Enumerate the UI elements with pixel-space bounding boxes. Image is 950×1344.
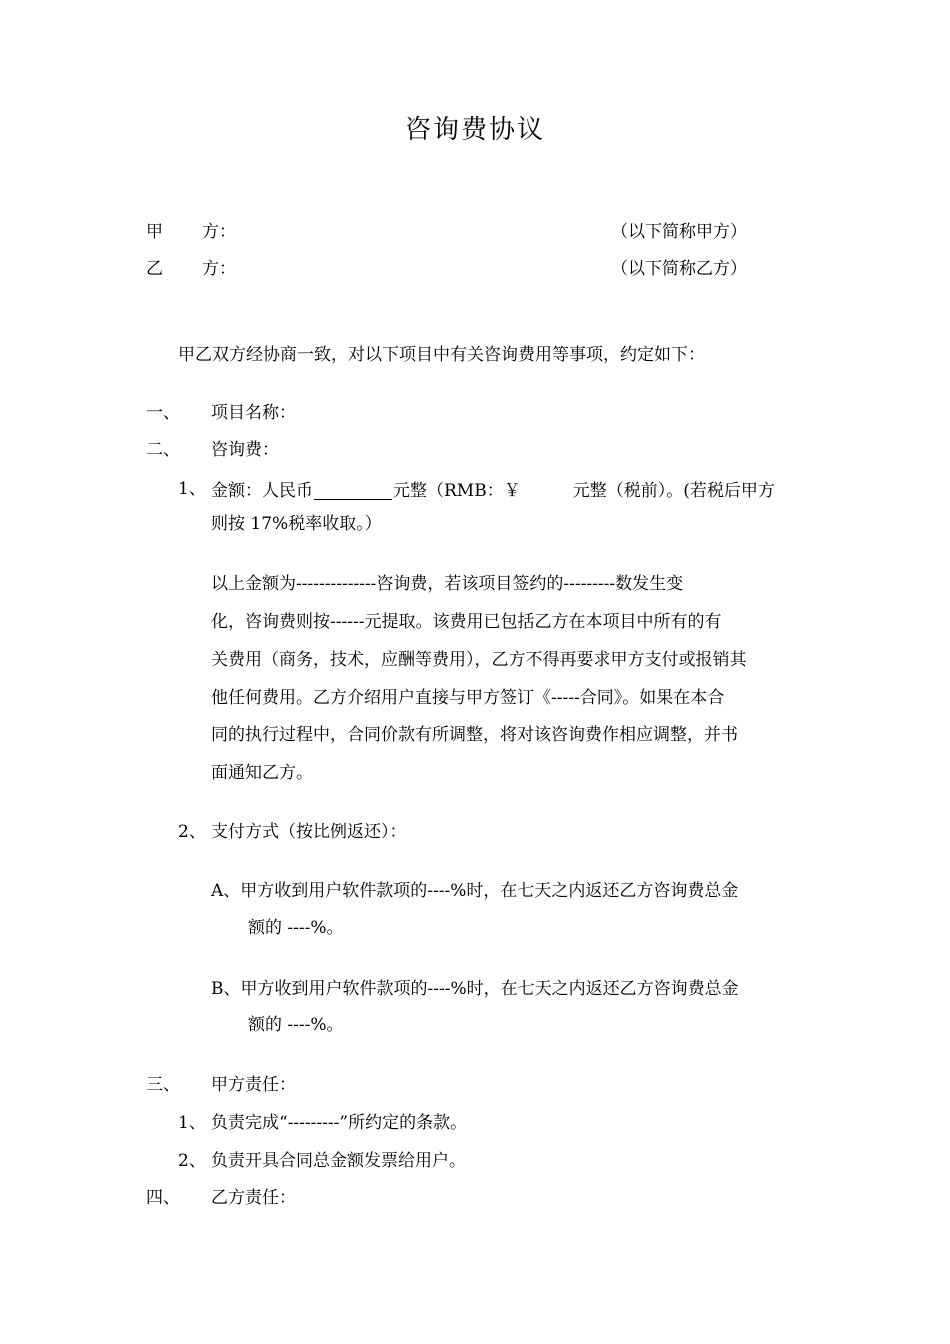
item-2-1-number: 1、: [178, 479, 206, 499]
paragraph-line: 化，咨询费则按------元提取。该费用已包括乙方在本项目中所有的有: [211, 612, 722, 632]
paragraph-line: 面通知乙方。: [211, 763, 313, 783]
payment-clause-a-line2: 额的 ----%。: [248, 918, 344, 938]
amount-tax-note: 元整（税前）。(若税后甲方: [572, 481, 775, 501]
amount-line: [211, 481, 775, 500]
tax-rate-line: 则按 17%税率收取。）: [211, 514, 382, 534]
amount-rmb-label: 元整（RMB：￥: [393, 481, 521, 501]
item-3-2-text: 负责开具合同总金额发票给用户。: [211, 1151, 466, 1171]
section-3-number: 三、: [146, 1075, 180, 1095]
payment-clause-b-line1: B、甲方收到用户软件款项的----%时，在七天之内返还乙方咨询费总金: [211, 979, 739, 999]
paragraph-line: 关费用（商务，技术，应酬等费用），乙方不得再要求甲方支付或报销其: [211, 650, 747, 670]
payment-clause-a-line1: A、甲方收到用户软件款项的----%时，在七天之内返还乙方咨询费总金: [211, 881, 739, 901]
party-a-suffix: 方：: [202, 222, 236, 242]
section-4-title: 乙方责任：: [211, 1188, 296, 1208]
amount-label: 金额：人民币: [211, 481, 313, 501]
section-2-number: 二、: [146, 440, 180, 460]
paragraph-line: 同的执行过程中，合同价款有所调整，将对该咨询费作相应调整，并书: [211, 725, 738, 745]
party-a-label: 甲: [146, 222, 163, 242]
amount-blank-underline: [314, 481, 392, 500]
section-1-number: 一、: [146, 403, 180, 423]
item-3-1-text: 负责完成“---------”所约定的条款。: [211, 1113, 468, 1133]
page-title: 咨询费协议: [404, 115, 545, 145]
item-3-1-number: 1、: [178, 1113, 206, 1133]
section-1-title: 项目名称：: [211, 403, 296, 423]
party-a-note: （以下简称甲方）: [611, 222, 747, 242]
party-b-suffix: 方：: [202, 259, 236, 279]
party-b-label: 乙: [146, 259, 163, 279]
section-4-number: 四、: [146, 1188, 180, 1208]
payment-method-title: 支付方式（按比例返还）：: [211, 822, 407, 842]
section-3-title: 甲方责任：: [211, 1075, 296, 1095]
intro-paragraph: 甲乙双方经协商一致，对以下项目中有关咨询费用等事项，约定如下：: [178, 345, 705, 365]
item-2-2-number: 2、: [178, 822, 206, 842]
item-3-2-number: 2、: [178, 1151, 206, 1171]
section-2-title: 咨询费：: [211, 440, 279, 460]
payment-clause-b-line2: 额的 ----%。: [248, 1015, 344, 1035]
paragraph-line: 以上金额为--------------咨询费，若该项目签约的---------数发生变: [211, 574, 684, 594]
party-b-note: （以下简称乙方）: [611, 259, 747, 279]
paragraph-line: 他任何费用。乙方介绍用户直接与甲方签订《-----合同》。如果在本合: [211, 688, 725, 708]
